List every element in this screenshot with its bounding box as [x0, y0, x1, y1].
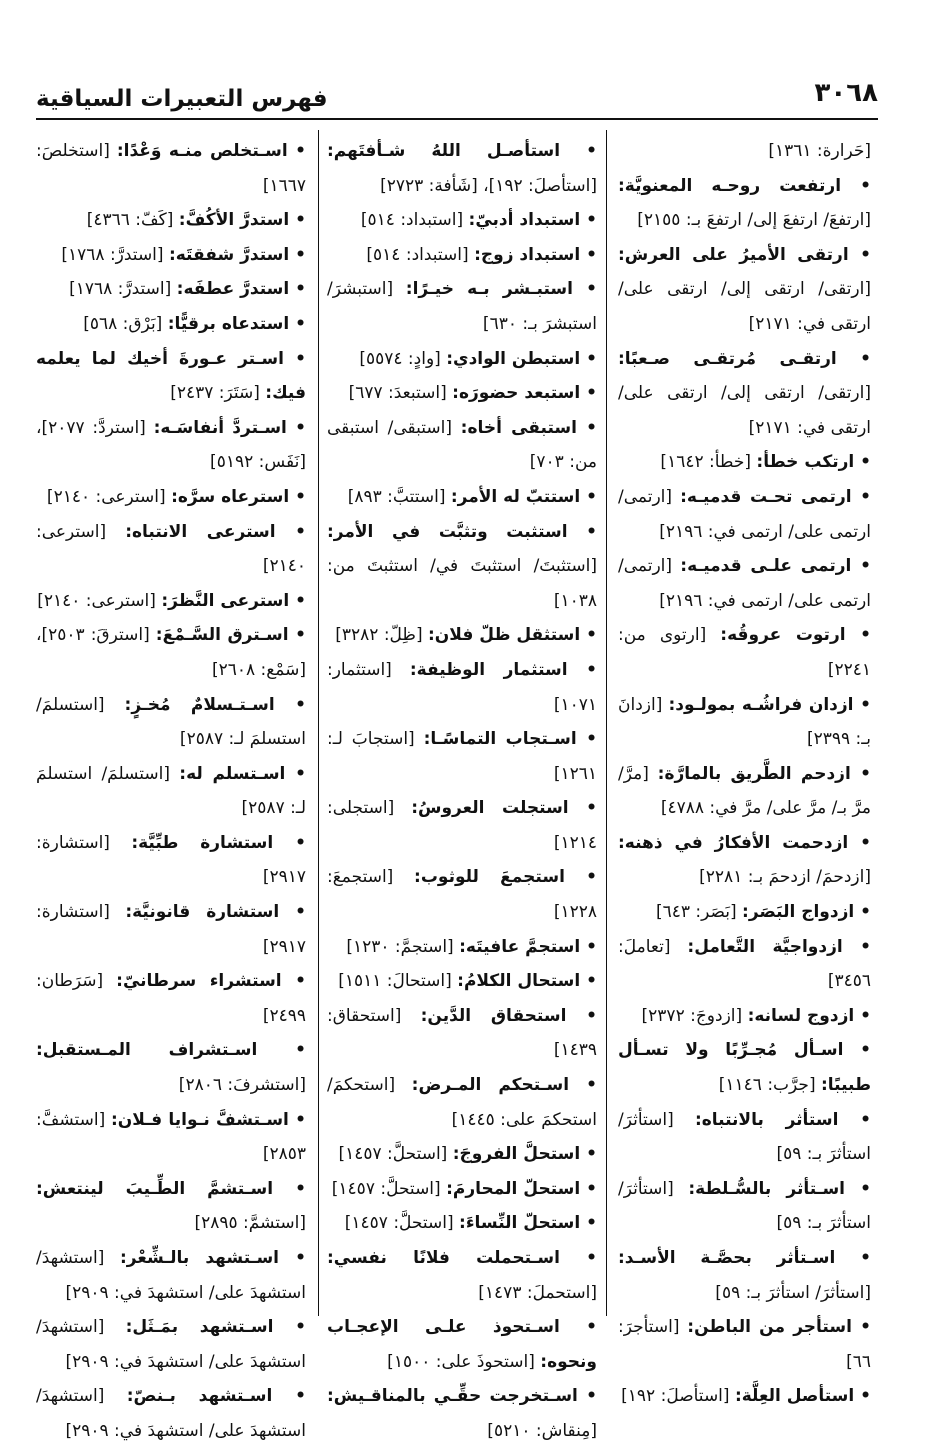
entry-phrase: اسـأل مُجـرِّبًا ولا تسـأل طبيبًا:: [618, 1040, 871, 1096]
entry-phrase: استبعد حضورَه:: [452, 383, 581, 404]
entry-phrase: استدرَّ الأكُفَّ:: [178, 210, 290, 231]
bullet: •: [567, 521, 597, 542]
entry-phrase: استدرَّ شفقتَه:: [168, 244, 290, 265]
bullet: •: [580, 348, 597, 369]
index-entry: [36, 134, 306, 203]
index-entry: [327, 653, 597, 722]
entry-phrase: ارتوت عروقُه:: [720, 625, 846, 646]
bullet: •: [854, 1386, 871, 1407]
index-entry: [618, 1103, 871, 1172]
bullet: •: [851, 556, 871, 577]
index-entry: [36, 826, 306, 895]
bullet: •: [567, 659, 597, 680]
bullet: •: [283, 348, 306, 369]
entry-reference: [استحلَّ: ١٤٥٧]: [338, 1144, 448, 1165]
entry-phrase: اسـتجاب التماسًـا:: [423, 729, 577, 750]
entry-phrase: ازدان فراشُـه بمولـود:: [668, 694, 854, 715]
entry-reference: [ارتفعَ/ ارتفعَ إلى/ ارتفعَ بـ: ٢١٥٥]: [637, 210, 871, 231]
index-entry: [618, 445, 871, 480]
index-entry: [327, 930, 597, 965]
index-entry: [327, 376, 597, 411]
entry-phrase: اسـتحوذ علـى الإعجـاب ونحوه:: [327, 1317, 597, 1372]
entry-reference: [ارتمى/ ارتمى على/ ارتمى في: ٢١٩٦]: [618, 556, 871, 611]
bullet: •: [842, 936, 872, 957]
entry-phrase: ارتمى علـى قدميـه:: [680, 556, 852, 577]
entry-reference: [ازدحمَ/ ازدحمَ بـ: ٢٢٨١]: [699, 867, 871, 888]
entry-reference: [بَرْق: ٥٦٨]: [83, 313, 163, 334]
entry-phrase: استثبت وتثبَّت في الأمر:: [327, 521, 568, 542]
entry-reference: [استدرَّ: ١٧٦٨]: [61, 244, 164, 265]
bullet: •: [854, 452, 871, 473]
bullet: •: [559, 1317, 597, 1338]
index-entry: [327, 1137, 597, 1172]
index-entry: [618, 1241, 871, 1310]
bullet: •: [272, 1386, 306, 1407]
index-entry: [327, 342, 597, 377]
entry-reference: [كَفّ: ٤٣٦٦]: [86, 210, 174, 231]
entry-reference: [استحملَ: ١٤٧٣]: [478, 1282, 597, 1303]
bullet: •: [580, 971, 597, 992]
entry-phrase: اسـتـسلامٌ مُخـزٍ:: [124, 694, 275, 715]
index-entry: [327, 1241, 597, 1310]
bullet: •: [848, 244, 871, 265]
bullet: •: [288, 625, 306, 646]
bullet: •: [568, 798, 597, 819]
bullet: •: [288, 1109, 306, 1130]
entry-reference: [استحلَّ: ١٤٥٧]: [331, 1178, 441, 1199]
entry-phrase: ارتمى تحـت قدميـه:: [680, 486, 852, 507]
entry-reference: [استأجرَ: ٦٦]: [618, 1317, 871, 1372]
entry-phrase: ارتقـى مُرتقـى صـعبًا:: [618, 348, 837, 369]
entry-phrase: ازدحمت الأفكارُ في ذهنه:: [618, 832, 849, 853]
entry-reference: [استرعى: ٢١٤٠]: [36, 521, 306, 577]
bullet: •: [287, 141, 306, 161]
entry-phrase: استجمعَ للوثوب:: [414, 867, 565, 888]
entry-phrase: استرعى النَّظرَ:: [161, 590, 290, 611]
bullet: •: [560, 141, 597, 161]
entry-phrase: اسـترق السَّـمْعَ:: [155, 625, 289, 646]
entry-reference: [استثمار: ١٠٧١]: [327, 659, 597, 715]
entry-reference: [استأصلَ: ١٩٢]، [شَأفة: ٢٧٢٣]: [380, 175, 597, 196]
entry-reference: [استشمَّ: ٢٨٩٥]: [194, 1213, 306, 1234]
entry-reference: [استسلمَ/ استسلمَ لـ: ٢٥٨٧]: [36, 763, 306, 819]
index-entry: [618, 1033, 871, 1102]
entry-reference: [استحلَّ: ١٤٥٧]: [344, 1213, 454, 1234]
bullet: •: [273, 1178, 306, 1199]
index-entry: [327, 1206, 597, 1241]
entry-reference: [تعاملَ: ٣٤٥٦]: [618, 936, 871, 992]
entry-phrase: اسـتشراف المـستقبل:: [36, 1040, 258, 1061]
index-entry: [327, 722, 597, 791]
entry-phrase: استحال الكلامُ:: [457, 971, 581, 992]
entry-reference: [وادٍ: ٥٥٧٤]: [359, 348, 441, 369]
index-entry: [618, 688, 871, 757]
index-entry: [618, 930, 871, 999]
bullet: •: [577, 1386, 597, 1407]
entry-reference: [استحوذَ على: ١٥٠٠]: [387, 1351, 535, 1372]
bullet: •: [580, 936, 597, 957]
index-entry: [618, 549, 871, 618]
entry-phrase: اسـتأثر بحصَّـة الأسـد:: [618, 1248, 836, 1268]
bullet: •: [836, 348, 871, 369]
entry-reference: [جرَّب: ١١٤٦]: [718, 1075, 816, 1096]
index-entry: [36, 307, 306, 342]
entry-phrase: اسـتأثر بالسُّـلطة:: [688, 1178, 846, 1199]
entry-reference: [استدرَّ: ١٧٦٨]: [69, 279, 172, 300]
entry-phrase: اسـتسلم له:: [179, 763, 286, 784]
index-entry: [618, 238, 871, 342]
bullet: •: [841, 175, 871, 196]
entry-reference: [استشهدَ/ استشهدَ على/ استشهدَ في: ٢٩٠٩]: [36, 1386, 306, 1441]
entry-phrase: استبقى أخاه:: [460, 417, 577, 438]
entry-phrase: اسـتر عـورةَ أخيك لما يعلمه فيك:: [36, 348, 306, 404]
entry-phrase: استبداد أدبيّ:: [468, 210, 581, 231]
entry-reference: [استرعى: ٢١٤٠]: [37, 590, 156, 611]
index-entry: [36, 688, 306, 757]
index-entry: [327, 411, 597, 480]
entry-reference: [استأثرَ/ استأثرَ بـ: ٥٩]: [618, 1178, 871, 1234]
bullet: •: [845, 625, 871, 646]
index-entry: [327, 999, 597, 1068]
entry-phrase: ارتفعت روحـه المعنويَّة:: [618, 175, 842, 196]
bullet: •: [851, 1317, 872, 1338]
index-column-left: [36, 134, 307, 1441]
entry-phrase: اسـتردَّ أنفاسَـه:: [153, 417, 287, 438]
entry-reference: [استتبَّ: ٨٩٣]: [347, 486, 446, 507]
bullet: •: [559, 1248, 597, 1268]
index-entry: [618, 1379, 871, 1414]
bullet: •: [848, 832, 871, 853]
entry-reference: [خطأ: ١٦٤٢]: [660, 452, 751, 473]
entry-phrase: استجمَّ عافيتَه:: [459, 936, 581, 957]
entry-phrase: استتبّ له الأمر:: [450, 486, 581, 507]
index-entry: [618, 480, 871, 549]
entry-reference: [استشفَّ: ٢٨٥٣]: [36, 1109, 306, 1165]
bullet: •: [289, 210, 306, 231]
index-entry: [36, 1310, 306, 1379]
column-divider: [318, 130, 319, 1316]
entry-reference: [استحقاق: ١٤٣٩]: [327, 1005, 597, 1061]
bullet: •: [580, 383, 597, 404]
bullet: •: [285, 763, 306, 784]
bullet: •: [838, 1109, 871, 1130]
index-column-right: [618, 134, 872, 1407]
index-entry: [36, 1379, 306, 1448]
entry-reference: [بَصَر: ٦٤٣]: [655, 902, 737, 923]
bullet: •: [850, 763, 871, 784]
bullet: •: [289, 313, 306, 334]
entry-phrase: استأثر بالانتباه:: [694, 1109, 839, 1130]
index-column-middle: [327, 134, 598, 1441]
index-entry: [36, 1033, 306, 1102]
entry-reference: [ارتقى/ ارتقى إلى/ ارتقى على/ ارتقى في: ٢١٧١]: [618, 279, 871, 334]
bullet: •: [576, 729, 597, 750]
index-entry: [327, 1379, 597, 1448]
entry-reference: [استجمعَ: ١٢٢٨]: [327, 867, 597, 923]
entry-phrase: استجلت العروسُ:: [411, 798, 569, 819]
entry-reference: [استحالَ: ١٥١١]: [338, 971, 452, 992]
entry-phrase: استبطن الوادي:: [446, 348, 581, 369]
entry-reference: [استشهدَ/ استشهدَ على/ استشهدَ في: ٢٩٠٩]: [36, 1248, 306, 1303]
entry-reference: [استبشرَ/ استبشرَ بـ: ٦٣٠]: [327, 279, 597, 334]
index-entry: [618, 826, 871, 895]
entry-phrase: استحلَّ الفروجَ:: [452, 1144, 581, 1165]
bullet: •: [289, 486, 306, 507]
entry-reference: [استبداد: ٥١٤]: [360, 210, 464, 231]
entry-phrase: استأصل العِلَّة:: [734, 1386, 855, 1407]
entry-phrase: استثمار الوظيفة:: [409, 659, 568, 680]
entry-phrase: استدرَّ عطفَه:: [176, 279, 290, 300]
entry-phrase: استرعى الانتباه:: [125, 521, 276, 542]
bullet: •: [576, 417, 597, 438]
entry-reference: [استأثرَ/ استأثرَ بـ: ٥٩]: [715, 1282, 871, 1303]
index-entry: [618, 618, 871, 687]
index-entry: [36, 757, 306, 826]
entry-phrase: اسـتشهد بمَـثَل:: [125, 1317, 274, 1338]
entry-reference: [استشارة: ٢٩١٧]: [36, 832, 306, 888]
index-entry: [36, 515, 306, 584]
entry-reference: [ارتوى من: ٢٢٤١]: [618, 625, 871, 680]
index-entry: [327, 860, 597, 929]
bullet: •: [279, 1248, 306, 1268]
column-divider: [606, 130, 607, 1316]
index-entry: [327, 203, 597, 238]
bullet: •: [580, 1178, 597, 1199]
entry-reference: [استأثرَ/ استأثرَ بـ: ٥٩]: [618, 1109, 871, 1165]
entry-phrase: اسـتحملت فلانًا نفسي:: [327, 1248, 560, 1268]
index-entry: [327, 238, 597, 273]
entry-reference: [استخلصَ: ١٦٦٧]: [36, 141, 306, 196]
bullet: •: [580, 625, 597, 646]
entry-reference: [ارتقى/ ارتقى إلى/ ارتقى على/ ارتقى في: ٢١٧١]: [618, 383, 871, 438]
bullet: •: [273, 1317, 306, 1338]
entry-reference: [استأصلَ: ١٩٢]: [621, 1386, 730, 1407]
index-entry: [36, 272, 306, 307]
entry-phrase: ازدواج البَصَر:: [742, 902, 855, 923]
entry-reference: [استرعى: ٢١٤٠]: [46, 486, 166, 507]
entry-phrase: استشارة طبِّيَّة:: [131, 832, 274, 853]
index-entry: [327, 515, 597, 619]
entry-reference: [استرقَ: ٢٥٠٣]، [سَمْع: ٢٦٠٨]: [36, 625, 306, 680]
bullet: •: [580, 1144, 597, 1165]
index-entry: [618, 134, 871, 169]
entry-phrase: ارتقى الأميرُ على العرش:: [618, 244, 849, 265]
index-entry: [36, 342, 306, 411]
bullet: •: [275, 521, 306, 542]
entry-reference: [استجلى: ١٢١٤]: [327, 798, 597, 853]
entry-reference: [استبقى/ استبقى من: ٧٠٣]: [327, 417, 597, 473]
entry-reference: [سَتَرَ: ٢٤٣٧]: [170, 383, 260, 404]
index-entry: [327, 964, 597, 999]
bullet: •: [279, 902, 306, 923]
bullet: •: [854, 902, 871, 923]
entry-phrase: استدعاه برقيًّا:: [167, 313, 290, 334]
bullet: •: [835, 1248, 871, 1268]
index-entry: [618, 169, 871, 238]
bullet: •: [257, 1040, 306, 1061]
entry-phrase: اسـتشمَّ الطِّـيبَ لينتعش:: [36, 1178, 274, 1199]
page-number: ٣٠٦٨: [814, 78, 878, 108]
index-entry: [618, 342, 871, 446]
entry-phrase: استحلّ المحارمَ:: [446, 1178, 581, 1199]
entry-reference: [استبداد: ٥١٤]: [366, 244, 469, 265]
index-entry: [36, 1241, 306, 1310]
index-entry: [327, 480, 597, 515]
bullet: •: [854, 1005, 871, 1026]
entry-phrase: استأجر من الباطن:: [687, 1317, 852, 1338]
entry-phrase: استبداد زوج:: [474, 244, 581, 265]
index-entry: [618, 1310, 871, 1379]
entry-phrase: اسـتشفَّ نـوايا فـلان:: [110, 1109, 289, 1130]
index-entry: [36, 238, 306, 273]
entry-phrase: استأصـل اللهُ شـأفتَهم:: [327, 141, 561, 161]
bullet: •: [564, 867, 597, 888]
entry-reference: [استردَّ: ٢٠٧٧]، [نَفَس: ٥١٩٢]: [36, 417, 306, 473]
entry-reference: [مِنقاش: ٥٢١٠]: [487, 1420, 597, 1441]
index-entry: [36, 964, 306, 1033]
bullet: •: [580, 210, 597, 231]
bullet: •: [580, 1213, 597, 1234]
entry-phrase: اسـتشهد بالـشِّعْر:: [120, 1248, 279, 1268]
index-entry: [36, 480, 306, 515]
bullet: •: [289, 279, 306, 300]
index-entry: [36, 203, 306, 238]
entry-reference: [استثبتَ/ استثبتَ في/ استثبتَ من: ١٠٣٨]: [327, 556, 597, 611]
entry-reference: [استجمَّ: ١٢٣٠]: [346, 936, 454, 957]
index-entry: [327, 1310, 597, 1379]
entry-reference: [ازدانَ بـ: ٢٣٩٩]: [618, 694, 871, 750]
entry-phrase: ازدوج لسانه:: [747, 1005, 855, 1026]
entry-phrase: استشراء سرطانيّ:: [116, 971, 282, 992]
index-entry: [36, 584, 306, 619]
index-entry: [618, 1172, 871, 1241]
index-entry: [36, 895, 306, 964]
page-title: فهرس التعبيرات السياقية: [36, 86, 328, 112]
entry-reference: [استشرفَ: ٢٨٠٦]: [178, 1075, 306, 1096]
index-entry: [36, 1103, 306, 1172]
bullet: •: [273, 832, 307, 853]
entry-phrase: استبـشر بـه خيـرًا:: [405, 279, 573, 300]
entry-phrase: استشارة قانونيَّة:: [125, 902, 280, 923]
index-entry: [36, 618, 306, 687]
index-entry: [618, 999, 871, 1034]
entry-phrase: اسـتشهد بـنصّ:: [126, 1386, 273, 1407]
entry-phrase: استرعاه سرَّه:: [171, 486, 290, 507]
entry-reference: [ظِلّ: ٣٢٨٢]: [335, 625, 423, 646]
entry-phrase: ازدواجيَّة التَّعامل:: [687, 936, 843, 957]
index-entry: [618, 757, 871, 826]
index-entry: [327, 134, 597, 203]
entry-phrase: ازدحم الطَّريق بالمارَّة:: [657, 763, 851, 784]
entry-reference: [استشارة: ٢٩١٧]: [36, 902, 306, 957]
bullet: •: [845, 1178, 872, 1199]
bullet: •: [853, 694, 871, 715]
bullet: •: [289, 244, 306, 265]
bullet: •: [286, 417, 307, 438]
index-entry: [327, 618, 597, 653]
entry-reference: [ارتمى/ ارتمى على/ ارتمى في: ٢١٩٦]: [618, 486, 871, 542]
entry-phrase: اسـتخرجت حقِّـي بالمناقـيش:: [327, 1386, 578, 1407]
bullet: •: [281, 971, 306, 992]
header-rule: [36, 118, 878, 120]
entry-reference: [استحكمَ/ استحكمَ على: ١٤٤٥]: [327, 1075, 597, 1130]
bullet: •: [274, 694, 307, 715]
entry-phrase: ارتكب خطأ:: [756, 452, 855, 473]
entry-phrase: استحقاق الدَّين:: [420, 1005, 567, 1026]
entry-reference: [استسلمَ/ استسلمَ لـ: ٢٥٨٧]: [36, 694, 306, 750]
entry-reference: [حَرارة: ١٣٦١]: [768, 141, 871, 161]
index-entry: [36, 411, 306, 480]
bullet: •: [566, 1005, 598, 1026]
entry-phrase: استثقل ظلّ فلان:: [428, 625, 581, 646]
bullet: •: [843, 1040, 871, 1061]
entry-phrase: استحلّ النِّساءَ:: [459, 1213, 581, 1234]
index-entry: [327, 272, 597, 341]
bullet: •: [580, 486, 597, 507]
entry-phrase: اسـتحكم المـرض:: [411, 1075, 570, 1096]
bullet: •: [580, 244, 597, 265]
bullet: •: [851, 486, 871, 507]
bullet: •: [289, 590, 306, 611]
entry-reference: [مرَّ/ مرَّ بـ/ مرَّ على/ مرَّ في: ٤٧٨٨]: [618, 763, 871, 819]
index-entry: [36, 1172, 306, 1241]
entry-phrase: اسـتخلص منـه وَعْدًا:: [116, 141, 288, 161]
index-entry: [327, 791, 597, 860]
index-entry: [327, 1068, 597, 1137]
bullet: •: [572, 279, 597, 300]
page-header: [36, 72, 878, 120]
entry-reference: [سَرَطان: ٢٤٩٩]: [36, 971, 306, 1026]
entry-reference: [استشهدَ/ استشهدَ على/ استشهدَ في: ٢٩٠٩]: [36, 1317, 306, 1372]
entry-reference: [استبعدَ: ٦٧٧]: [348, 383, 447, 404]
index-entry: [618, 895, 871, 930]
bullet: •: [569, 1075, 597, 1096]
entry-reference: [استجابَ لـ: ١٢٦١]: [327, 729, 597, 784]
entry-reference: [ازدوجَ: ٢٣٧٢]: [641, 1005, 743, 1026]
index-entry: [327, 1172, 597, 1207]
